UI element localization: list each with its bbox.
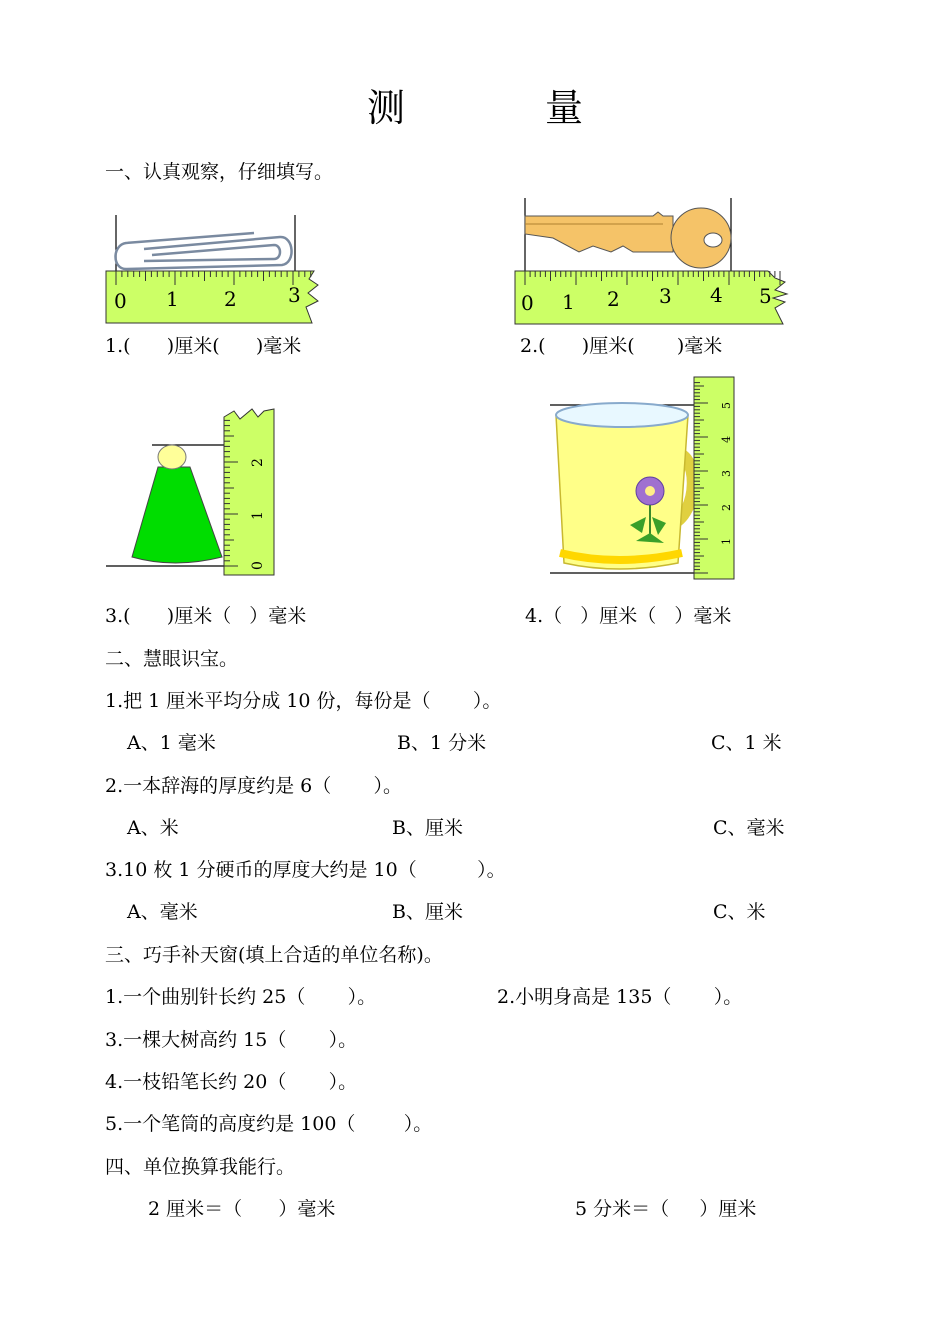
ruler2-tick-label: 3 (659, 284, 672, 308)
option-2-2-b: B、厘米 (392, 817, 463, 839)
ruler4-tick-label: 3 (720, 470, 733, 477)
section3-heading: 三、巧手补天窗(填上合适的单位名称)。 (105, 944, 443, 966)
mug-icon (556, 403, 693, 569)
question-1-2: 2.( )厘米( )毫米 (520, 335, 723, 357)
question-1-4: 4.（ ）厘米（ ）毫米 (525, 605, 732, 627)
section4-heading: 四、单位换算我能行。 (105, 1156, 296, 1178)
ruler4-tick-label: 4 (720, 436, 733, 443)
question-2-1: 1.把 1 厘米平均分成 10 份，每份是（ ）。 (105, 690, 502, 712)
ruler2-tick-label: 4 (710, 283, 723, 307)
ruler1-tick-label: 1 (166, 287, 179, 311)
question-2-3: 3.10 枚 1 分硬币的厚度大约是 10（ ）。 (105, 859, 506, 881)
question-1-3: 3.( )厘米（ ）毫米 (105, 605, 307, 627)
option-2-2-a: A、米 (127, 817, 179, 839)
ruler1-tick-label: 2 (224, 287, 237, 311)
option-2-3-b: B、厘米 (392, 901, 463, 923)
ruler1-tick-label: 0 (114, 289, 127, 313)
question-3-3: 3.一棵大树高约 15（ ）。 (105, 1029, 358, 1051)
option-2-3-c: C、米 (713, 901, 766, 923)
option-2-1-b: B、1 分米 (397, 732, 487, 754)
ruler2-tick-label: 5 (759, 284, 772, 308)
question-4-2: 5 分米＝（ ）厘米 (575, 1198, 757, 1220)
page-title: 测 量 (366, 86, 648, 130)
ruler4-tick-label: 1 (720, 538, 733, 545)
question-3-2: 2.小明身高是 135（ ）。 (497, 986, 743, 1008)
ruler3-tick-label: 0 (250, 561, 266, 570)
option-2-2-c: C、毫米 (713, 817, 785, 839)
section2-heading: 二、慧眼识宝。 (105, 648, 239, 670)
ruler2-tick-label: 2 (607, 287, 620, 311)
ruler2-tick-label: 1 (562, 290, 575, 314)
ruler2-tick-label: 0 (521, 291, 534, 315)
question-3-1: 1.一个曲别针长约 25（ ）。 (105, 986, 377, 1008)
key-icon (525, 208, 731, 268)
option-2-3-a: A、毫米 (127, 901, 198, 923)
cone-figure (104, 405, 284, 585)
option-2-1-a: A、1 毫米 (127, 732, 216, 754)
ruler1-tick-label: 3 (288, 283, 301, 307)
mug-figure (546, 375, 746, 585)
question-3-5: 5.一个笔筒的高度约是 100（ ）。 (105, 1113, 433, 1135)
ruler3-tick-label: 1 (250, 511, 266, 520)
key-figure (513, 198, 793, 328)
option-2-1-c: C、1 米 (711, 732, 782, 754)
question-3-4: 4.一枝铅笔长约 20（ ）。 (105, 1071, 358, 1093)
question-2-2: 2.一本辞海的厚度约是 6（ ）。 (105, 775, 403, 797)
ruler4-tick-label: 5 (720, 402, 733, 409)
paperclip-figure (104, 215, 329, 325)
ruler3-tick-label: 2 (250, 458, 266, 467)
cone-icon (132, 445, 222, 563)
paperclip-icon (116, 233, 292, 269)
question-4-1: 2 厘米＝（ ）毫米 (148, 1198, 336, 1220)
question-1-1: 1.( )厘米( )毫米 (105, 335, 302, 357)
ruler4-tick-label: 2 (720, 504, 733, 511)
section1-heading: 一、认真观察，仔细填写。 (105, 161, 334, 183)
